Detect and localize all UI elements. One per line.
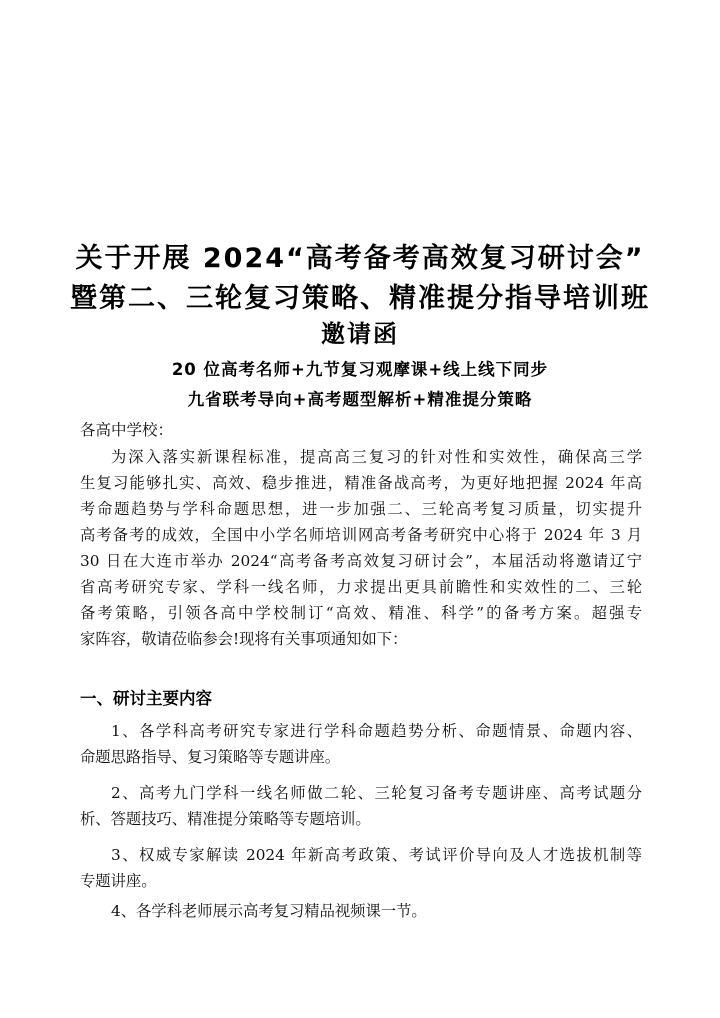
intro-line: 30 日在大连市举办 2024“高考备考高效复习研讨会”，本届活动将邀请辽宁 xyxy=(80,552,642,570)
item-line: 2、高考九门学科一线名师做二轮、三轮复习备考专题讲座、高考试题分 xyxy=(111,784,642,802)
item-line: 3、权威专家解读 2024 年新高考政策、考试评价导向及人才选拔机制等 xyxy=(111,846,642,864)
section-heading: 一、研讨主要内容 xyxy=(80,689,212,708)
title-line-2: 暨第二、三轮复习策略、精准提分指导培训班 xyxy=(70,283,650,314)
intro-line: 高考备考的成效，全国中小学名师培训网高考备考研究中心将于 2024 年 3 月 xyxy=(80,526,642,544)
subtitle-line-2: 九省联考导向+高考题型解析+精准提分策略 xyxy=(187,390,533,409)
content-item-2 xyxy=(80,780,642,832)
greeting: 各高中学校： xyxy=(80,421,174,439)
intro-line: 考命题趋势与学科命题思想，进一步加强二、三轮高考复习质量，切实提升 xyxy=(80,500,642,518)
title-line-1: 关于开展 2024“高考备考高效复习研讨会” xyxy=(75,243,645,274)
title-line-3: 邀请函 xyxy=(321,320,399,348)
content-item-4 xyxy=(80,898,642,924)
intro-paragraph xyxy=(80,444,642,652)
content-item-3 xyxy=(80,842,642,894)
intro-line: 省高考研究专家、学科一线名师，力求提出更具前瞻性和实效性的二、三轮 xyxy=(80,578,642,596)
intro-line: 备考策略，引领各高中学校制订“高效、精准、科学”的备考方案。超强专 xyxy=(80,604,642,622)
item-line: 专题讲座。 xyxy=(80,872,157,890)
content-item-1 xyxy=(80,718,642,770)
intro-line: 家阵容，敬请莅临参会!现将有关事项通知如下： xyxy=(80,630,408,648)
item-line: 1、各学科高考研究专家进行学科命题趋势分析、命题情景、命题内容、 xyxy=(111,722,642,740)
subtitle-line-1: 20 位高考名师+九节复习观摩课+线上线下同步 xyxy=(171,360,549,379)
item-line: 命题思路指导、复习策略等专题讲座。 xyxy=(80,748,341,766)
intro-line: 生复习能够扎实、高效、稳步推进，精准备战高考，为更好地把握 2024 年高 xyxy=(80,474,642,492)
item-line: 4、各学科老师展示高考复习精品视频课一节。 xyxy=(111,902,427,920)
intro-line: 为深入落实新课程标准，提高高三复习的针对性和实效性，确保高三学 xyxy=(111,448,642,466)
item-line: 析、答题技巧、精准提分策略等专题培训。 xyxy=(80,810,371,828)
